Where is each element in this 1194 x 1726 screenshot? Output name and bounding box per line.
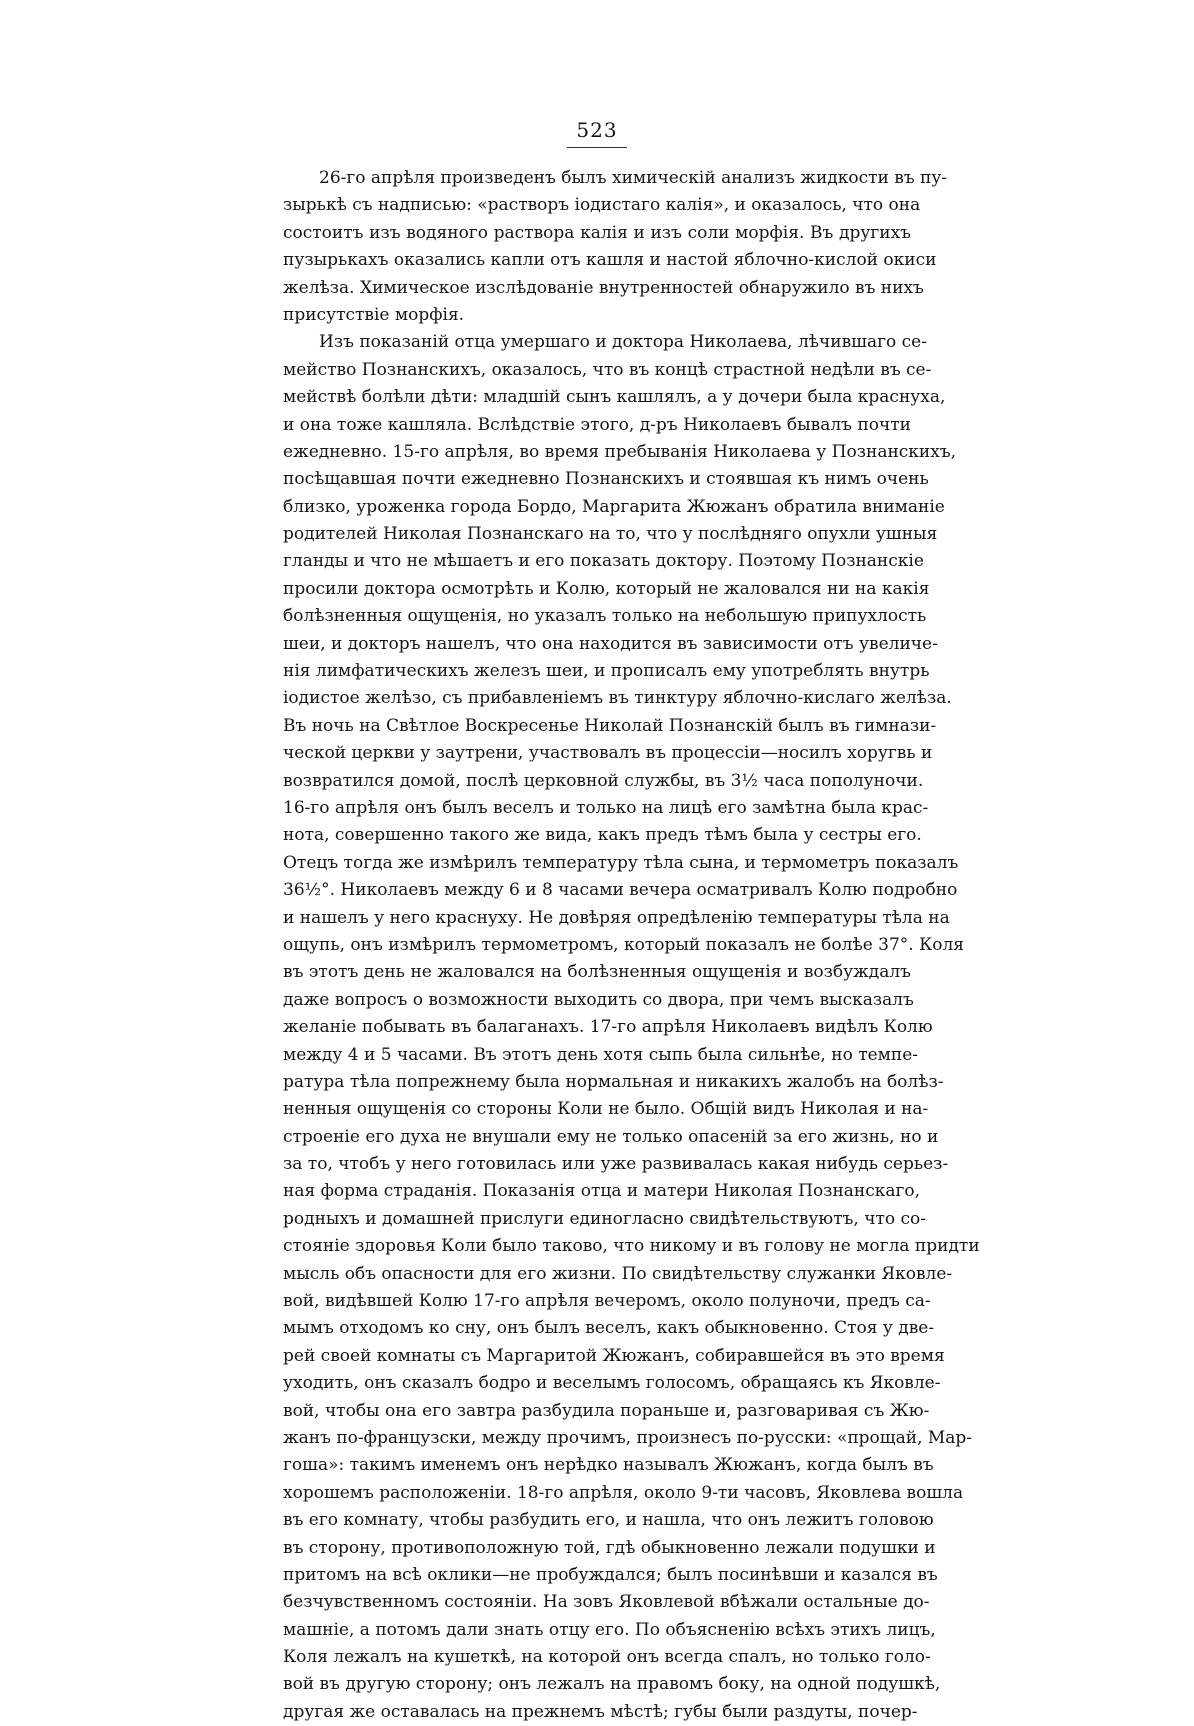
text-line: между 4 и 5 часами. Въ этотъ день хотя сыпь была сильнѣе, но темпе- xyxy=(283,1044,919,1065)
text-line: и она тоже кашляла. Вслѣдствіе этого, д-ръ Николаевъ бывалъ почти xyxy=(283,414,911,435)
text-line: нія лимфатическихъ железъ шеи, и прописалъ ему употреблять внутрь xyxy=(283,661,930,682)
text-line: за то, чтобъ у него готовилась или уже развивалась какая нибудь серьез- xyxy=(283,1154,949,1175)
text-line: родныхъ и домашней прислуги единогласно свидѣтельствуютъ, что со- xyxy=(283,1208,927,1229)
text-line: ежедневно. 15-го апрѣля, во время пребыванія Николаева у Познанскихъ, xyxy=(283,441,957,462)
text-line: мейство Познанскихъ, оказалось, что въ концѣ страстной недѣли въ се- xyxy=(283,359,932,380)
text-line: Отецъ тогда же измѣрилъ температуру тѣла сына, и термометръ показалъ xyxy=(283,852,959,873)
text-line: мысль объ опасности для его жизни. По свидѣтельству служанки Яковле- xyxy=(283,1263,953,1284)
text-line: гланды и что не мѣшаетъ и его показать доктору. Поэтому Познанскіе xyxy=(283,551,924,572)
text-line: мействѣ болѣли дѣти: младшій сынъ кашлялъ, а у дочери была краснуха, xyxy=(283,387,946,408)
text-line: мымъ отходомъ ко сну, онъ былъ веселъ, какъ обыкновенно. Стоя у две- xyxy=(283,1318,935,1339)
text-line: желаніе побывать въ балаганахъ. 17-го апрѣля Николаевъ видѣлъ Колю xyxy=(283,1017,933,1038)
text-line: гоша»: такимъ именемъ онъ нерѣдко называлъ Жюжанъ, когда былъ въ xyxy=(283,1455,934,1476)
text-line: Коля лежалъ на кушеткѣ, на которой онъ всегда спалъ, но только голо- xyxy=(283,1647,931,1668)
page-number-rule xyxy=(567,147,627,148)
text-line: въ этотъ день не жаловался на болѣзненныя ощущенія и возбуждалъ xyxy=(283,962,911,983)
text-line: шеи, и докторъ нашелъ, что она находится въ зависимости отъ увеличе- xyxy=(283,633,938,654)
text-line: 16-го апрѣля онъ былъ веселъ и только на лицѣ его замѣтна была крас- xyxy=(283,797,929,818)
text-line: болѣзненныя ощущенія, но указалъ только на небольшую припухлость xyxy=(283,606,927,627)
text-line: іодистое желѣзо, съ прибавленіемъ въ тинктуру яблочно-кислаго желѣза. xyxy=(283,688,952,709)
page-number: 523 xyxy=(576,118,618,142)
text-line: другая же оставалась на прежнемъ мѣстѣ; губы были раздуты, почер- xyxy=(283,1701,918,1722)
text-line: жанъ по-французски, между прочимъ, произнесъ по-русски: «прощай, Мар- xyxy=(283,1427,973,1448)
text-line: даже вопросъ о возможности выходить со двора, при чемъ высказалъ xyxy=(283,989,914,1010)
text-line: зырькѣ съ надписью: «растворъ іодистаго калія», и оказалось, что она xyxy=(283,195,921,216)
text-line: Изъ показаній отца умершаго и доктора Николаева, лѣчившаго се- xyxy=(319,332,927,353)
text-line: стояніе здоровья Коли было таково, что никому и въ голову не могла придти xyxy=(283,1236,980,1257)
text-line: рей своей комнаты съ Маргаритой Жюжанъ, собиравшейся въ это время xyxy=(283,1345,945,1366)
text-line: пузырькахъ оказались капли отъ кашля и настой яблочно-кислой окиси xyxy=(283,250,937,271)
text-line: машніе, а потомъ дали знать отцу его. По объясненію всѣхъ этихъ лицъ, xyxy=(283,1619,936,1640)
text-line: въ сторону, противоположную той, гдѣ обыкновенно лежали подушки и xyxy=(283,1537,936,1558)
text-line: притомъ на всѣ оклики—не пробуждался; былъ посинѣвши и казался въ xyxy=(283,1564,938,1585)
text-line: Въ ночь на Свѣтлое Воскресенье Николай Познанскій былъ въ гимнази- xyxy=(283,715,937,736)
text-line: присутствіе морфія. xyxy=(283,304,465,325)
text-line: хорошемъ расположеніи. 18-го апрѣля, около 9-ти часовъ, Яковлева вошла xyxy=(283,1482,964,1503)
text-line: строеніе его духа не внушали ему не только опасеній за его жизнь, но и xyxy=(283,1126,939,1147)
text-line: въ его комнату, чтобы разбудить его, и нашла, что онъ лежитъ головою xyxy=(283,1510,934,1531)
text-line: ческой церкви у заутрени, участвовалъ въ процессіи—носилъ хоругвь и xyxy=(283,743,933,764)
text-line: вой, чтобы она его завтра разбудила пораньше и, разговаривая съ Жю- xyxy=(283,1400,930,1421)
text-line: близко, уроженка города Бордо, Маргарита Жюжанъ обратила вниманіе xyxy=(283,496,945,517)
text-line: ненныя ощущенія со стороны Коли не было. Общій видъ Николая и на- xyxy=(283,1099,929,1120)
text-line: родителей Николая Познанскаго на то, что у послѣдняго опухли ушныя xyxy=(283,524,938,545)
text-line: вой въ другую сторону; онъ лежалъ на правомъ боку, на одной подушкѣ, xyxy=(283,1674,941,1695)
text-line: желѣза. Химическое изслѣдованіе внутренностей обнаружило въ нихъ xyxy=(283,277,924,298)
text-line: уходить, онъ сказалъ бодро и веселымъ голосомъ, обращаясь къ Яковле- xyxy=(283,1373,941,1394)
text-line: ная форма страданія. Показанія отца и матери Николая Познанскаго, xyxy=(283,1181,921,1202)
text-line: 36½°. Николаевъ между 6 и 8 часами вечера осматривалъ Колю подробно xyxy=(283,880,958,901)
body-text xyxy=(283,165,980,1726)
text-line: 26-го апрѣля произведенъ былъ химическій анализъ жидкости въ пу- xyxy=(319,168,948,188)
text-line: возвратился домой, послѣ церковной службы, въ 3½ часа пополуночи. xyxy=(283,770,924,791)
text-line: нота, совершенно такого же вида, какъ предъ тѣмъ была у сестры его. xyxy=(283,825,922,846)
text-line: состоитъ изъ водяного раствора калія и изъ соли морфія. Въ другихъ xyxy=(283,222,911,243)
text-line: безчувственномъ состояніи. На зовъ Яковлевой вбѣжали остальные до- xyxy=(283,1592,930,1613)
text-line: ратура тѣла попрежнему была нормальная и никакихъ жалобъ на болѣз- xyxy=(283,1071,944,1092)
text-line: вой, видѣвшей Колю 17-го апрѣля вечеромъ, около полуночи, предъ са- xyxy=(283,1291,931,1312)
text-line: просили доктора осмотрѣть и Колю, который не жаловался ни на какія xyxy=(283,578,930,599)
text-line: ощупь, онъ измѣрилъ термометромъ, который показалъ не болѣе 37°. Коля xyxy=(283,934,965,955)
text-line: посѣщавшая почти ежедневно Познанскихъ и стоявшая къ нимъ очень xyxy=(283,469,929,490)
text-line: и нашелъ у него краснуху. Не довѣряя опредѣленію температуры тѣла на xyxy=(283,907,950,928)
